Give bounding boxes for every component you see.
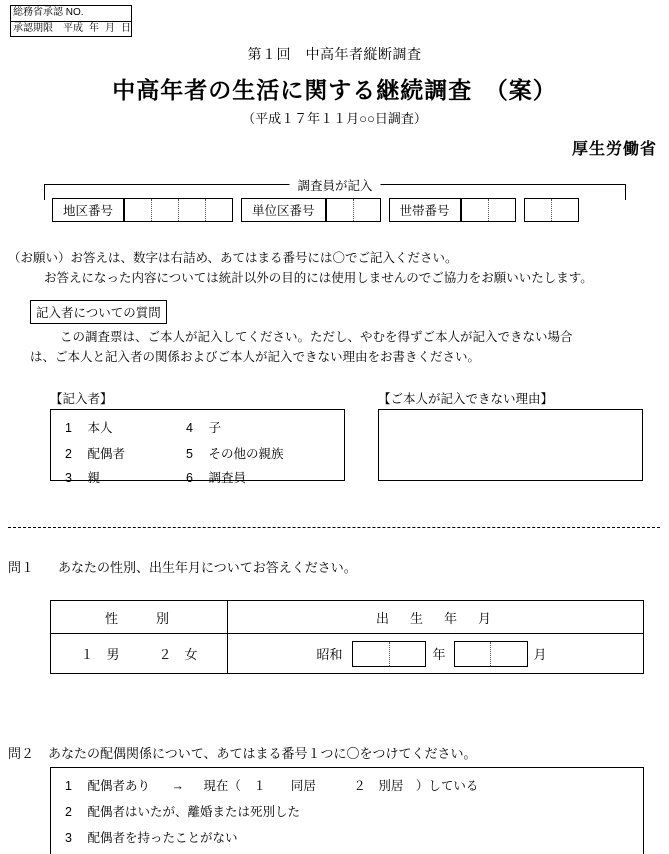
approval-day-unit: 日 xyxy=(121,22,131,34)
q2-option-3-no: 3 xyxy=(65,831,72,845)
q1-birth-year-input[interactable] xyxy=(352,641,426,667)
reason-label: 【ご本人が記入できない理由】 xyxy=(378,392,554,406)
q1-header-dob: 出 生 年 月 xyxy=(375,610,495,626)
page-title: 中高年者の生活に関する継続調査 （案） xyxy=(112,77,557,103)
surveyor-fields xyxy=(52,198,579,222)
household-number-label: 世帯番号 xyxy=(389,198,461,222)
request-note-line1: （お願い）お答えは、数字は右詰め、あてはまる番号には〇でご記入ください。 xyxy=(8,251,458,265)
approval-box xyxy=(10,5,132,37)
approval-deadline-line xyxy=(11,22,131,37)
reason-free-text-box[interactable] xyxy=(378,409,643,481)
q1-text: あなたの性別、出生年月についてお答えください。 xyxy=(58,560,357,575)
writer-option-4-text: 子 xyxy=(208,421,221,435)
writer-option-6[interactable] xyxy=(186,468,246,486)
survey-round-title: 第１回 中高年者縦断調査 xyxy=(247,46,422,62)
writer-option-6-text: 調査員 xyxy=(208,471,246,485)
surveyor-fieldset xyxy=(44,174,626,230)
q1-year-unit: 年 xyxy=(432,647,446,662)
writer-option-3-text: 親 xyxy=(87,471,100,485)
q2-option-2[interactable] xyxy=(65,802,300,820)
household-number-input[interactable] xyxy=(461,198,516,222)
fieldset-legend: 調査員が記入 xyxy=(289,176,380,194)
section-divider xyxy=(8,527,660,528)
writer-section-heading: 記入者についての質問 xyxy=(30,300,167,324)
approval-month-unit: 月 xyxy=(105,22,115,34)
district-number-label: 地区番号 xyxy=(52,198,124,222)
q1-birth-month-input[interactable] xyxy=(454,641,528,667)
q2-text: あなたの配偶関係について、あてはまる番号１つに〇をつけてください。 xyxy=(48,746,477,761)
arrow-right-icon: → xyxy=(171,779,182,793)
writer-option-3[interactable] xyxy=(65,468,100,486)
writer-option-4-no: 4 xyxy=(186,421,193,435)
q2-option-2-no: 2 xyxy=(65,805,72,819)
survey-date-subtitle: （平成１７年１１月○○日調査） xyxy=(242,111,427,126)
writer-option-1-text: 本人 xyxy=(87,421,113,435)
q2-option-1[interactable] xyxy=(65,776,478,794)
writer-option-6-no: 6 xyxy=(186,471,193,485)
writer-option-2[interactable] xyxy=(65,444,125,462)
q1-sex-options[interactable]: １ 男 ２ 女 xyxy=(80,647,198,662)
q1-dob-cell xyxy=(228,634,643,673)
q2-table xyxy=(50,767,644,854)
q2-option-1-no: 1 xyxy=(65,779,72,793)
writer-options-table xyxy=(50,409,345,485)
q2-option-1-text: 配偶者あり xyxy=(87,779,150,793)
writer-label: 【記入者】 xyxy=(50,392,113,406)
q1-table xyxy=(50,600,644,674)
ministry-name: 厚生労働省 xyxy=(571,141,657,158)
q2-number: 問２ xyxy=(8,746,35,761)
writer-section-body-line1: この調査票は、ご本人が記入してください。ただし、やむを得ずご本人が記入できない場合 xyxy=(60,330,573,344)
writer-option-5[interactable] xyxy=(186,444,283,462)
fieldset-left-rule xyxy=(44,184,45,200)
approval-number-line: 総務省承認 NO. xyxy=(11,6,131,22)
writer-option-2-text: 配偶者 xyxy=(87,447,125,461)
request-note-line2: お答えになった内容については統計以外の目的には使用しませんのでご協力をお願いいたします。 xyxy=(44,271,593,285)
writer-section-body-line2: は、ご本人と記入者の関係およびご本人が記入できない理由をお書きください。 xyxy=(30,350,481,364)
writer-option-2-no: 2 xyxy=(65,447,72,461)
q1-header-sex: 性 別 xyxy=(104,610,173,626)
writer-option-1-no: 1 xyxy=(65,421,72,435)
approval-deadline-label: 承認期限 平成 xyxy=(13,22,83,34)
writer-option-1[interactable] xyxy=(65,418,112,436)
q2-option-1-sub[interactable]: 現在（ １ 同居 ２ 別居 ）している xyxy=(203,779,479,793)
q2-option-3-text: 配偶者を持ったことがない xyxy=(87,831,238,845)
writer-option-5-no: 5 xyxy=(186,447,193,461)
district-number-input[interactable] xyxy=(124,198,233,222)
extra-number-input[interactable] xyxy=(524,198,579,222)
fieldset-right-rule xyxy=(625,184,626,200)
approval-year-unit: 年 xyxy=(89,22,99,34)
writer-option-5-text: その他の親族 xyxy=(208,447,284,461)
writer-option-4[interactable] xyxy=(186,418,221,436)
q2-option-3[interactable] xyxy=(65,828,237,846)
q1-era-label: 昭和 xyxy=(316,647,343,662)
unit-area-number-label: 単位区番号 xyxy=(241,198,326,222)
q2-option-2-text: 配偶者はいたが、離婚または死別した xyxy=(87,805,300,819)
unit-area-number-input[interactable] xyxy=(326,198,381,222)
q1-month-unit: 月 xyxy=(533,647,547,662)
q1-number: 問１ xyxy=(8,560,35,575)
writer-option-3-no: 3 xyxy=(65,471,72,485)
